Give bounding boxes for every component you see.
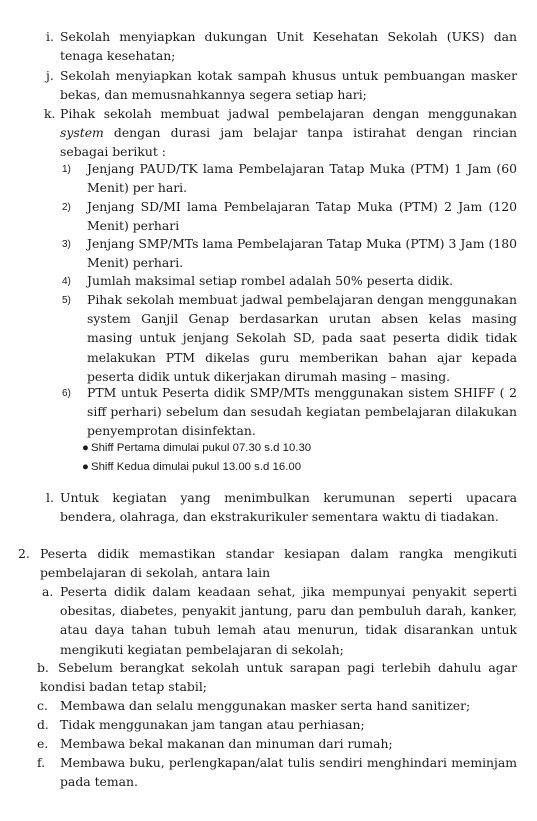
item-l-text: Untuk kegiatan yang menimbulkan kerumunan seperti upacara bendera, olahraga, dan ekstrakurikuler sementara waktu di tiadakan. [60, 490, 517, 525]
item-label-i: i. [46, 29, 54, 44]
s2-item-a [60, 582, 517, 659]
bullet-item-2-text: Shiff Kedua dimulai pukul 13.00 s.d 16.00 [91, 461, 302, 473]
sub-label-5: 5) [62, 295, 71, 306]
item-k-text-before: Pihak sekolah membuat jadwal pembelajaran dengan menggunakan [60, 106, 517, 121]
sub-item-6 [87, 383, 517, 441]
s2-item-a-text: Peserta didik dalam keadaan sehat, jika mempunyai penyakit seperti obesitas, diabetes, penyakit jantung, paru dan pembuluh darah, kanker, atau daya tahan tubuh lemah atau menurun, tidak disarankan untuk mengikuti kegiatan pembelajaran di sekolah; [60, 584, 517, 657]
s2-label-d: d. [37, 717, 49, 732]
s2-item-c-text: Membawa dan selalu menggunakan masker serta hand sanitizer; [60, 698, 471, 713]
sub-item-5-text: Pihak sekolah membuat jadwal pembelajaran dengan menggunakan system Ganjil Genap berdasarkan urutan absen kelas masing masing untuk jenjang Sekolah SD, pada saat peserta didik tidak melakukan PTM dikelas guru memberikan bahan ajar kepada peserta didik untuk dikerjakan dirumah masing – masing. [87, 292, 517, 384]
s2-item-e [60, 734, 517, 753]
bullet-item-1-text: Shiff Pertama dimulai pukul 07.30 s.d 10.30 [91, 442, 312, 454]
sub-item-4-text: Jumlah maksimal setiap rombel adalah 50% peserta didik. [87, 273, 454, 288]
item-label-k: k. [44, 106, 56, 121]
sub-item-3 [87, 234, 517, 272]
s2-label-c: c. [37, 698, 48, 713]
s2-label-a: a. [42, 584, 54, 599]
s2-item-d-text: Tidak menggunakan jam tangan atau perhiasan; [60, 717, 365, 732]
s2-item-b-text: Sebelum berangkat sekolah untuk sarapan pagi terlebih dahulu agar kondisi badan tetap stabil; [40, 660, 517, 695]
item-k [60, 104, 517, 162]
s2-label-e: e. [37, 736, 49, 751]
bullet-dot-icon: ● [82, 461, 89, 473]
s2-item-f [60, 753, 517, 791]
item-label-l: l. [46, 490, 54, 505]
s2-item-b [40, 658, 517, 696]
sub-item-5 [87, 290, 517, 386]
sub-item-2-text: Jenjang SD/MI lama Pembelajaran Tatap Muka (PTM) 2 Jam (120 Menit) perhari [87, 199, 517, 234]
item-k-text-after: dengan durasi jam belajar tanpa istirahat dengan rincian sebagai berikut : [60, 125, 517, 160]
item-label-j: j. [46, 68, 54, 83]
sub-label-4: 4) [62, 276, 71, 287]
item-l [60, 488, 517, 526]
item-j [60, 66, 517, 104]
s2-item-e-text: Membawa bekal makanan dan minuman dari rumah; [60, 736, 393, 751]
section-2-intro [40, 544, 517, 582]
item-k-text-em: system [60, 125, 104, 141]
sub-item-3-text: Jenjang SMP/MTs lama Pembelajaran Tatap Muka (PTM) 3 Jam (180 Menit) perhari. [87, 236, 517, 271]
s2-label-b: b. [37, 660, 49, 675]
sub-label-2: 2) [62, 202, 71, 213]
sub-label-1: 1) [62, 164, 71, 175]
sub-item-6-text: PTM untuk Peserta didik SMP/MTs menggunakan sistem SHIFF ( 2 siff perhari) sebelum dan sesudah kegiatan pembelajaran dilakukan penyemprotan disinfektan. [87, 385, 517, 439]
section-2-number: 2. [18, 546, 30, 561]
sub-item-1 [87, 159, 517, 197]
s2-item-d [60, 715, 517, 734]
sub-label-6: 6) [62, 388, 71, 399]
sub-item-4 [87, 271, 517, 290]
s2-label-f: f. [37, 755, 46, 770]
section-2-intro-text: Peserta didik memastikan standar kesiapan dalam rangka mengikuti pembelajaran di sekolah, antara lain [40, 546, 517, 581]
s2-item-f-text: Membawa buku, perlengkapan/alat tulis sendiri menghindari meminjam pada teman. [60, 755, 517, 790]
item-j-text: Sekolah menyiapkan kotak sampah khusus untuk pembuangan masker bekas, dan memusnahkannya segera setiap hari; [60, 68, 517, 103]
item-i [60, 27, 517, 65]
sub-label-3: 3) [62, 239, 71, 250]
sub-item-2 [87, 197, 517, 235]
bullet-dot-icon: ● [82, 442, 89, 454]
item-i-text: Sekolah menyiapkan dukungan Unit Kesehatan Sekolah (UKS) dan tenaga kesehatan; [60, 29, 517, 64]
s2-item-c [60, 696, 517, 715]
sub-item-1-text: Jenjang PAUD/TK lama Pembelajaran Tatap Muka (PTM) 1 Jam (60 Menit) per hari. [87, 161, 517, 196]
